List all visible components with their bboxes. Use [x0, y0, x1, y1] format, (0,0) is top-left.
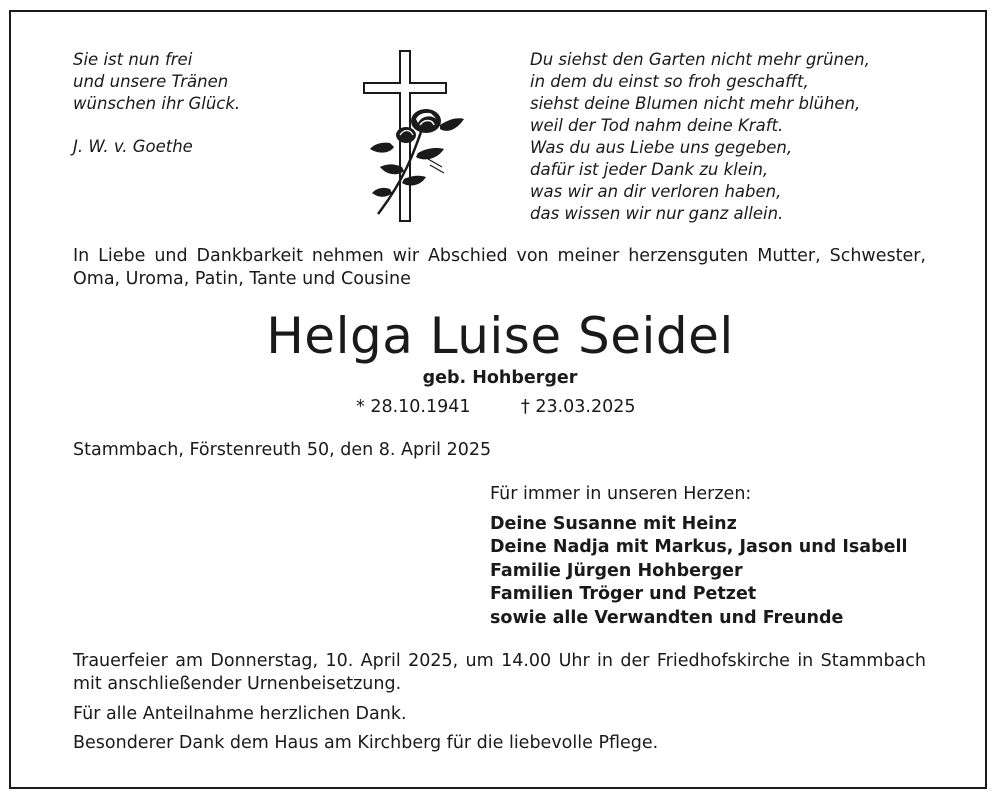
death-date: † 23.03.2025: [521, 397, 636, 417]
family-heading: Für immer in unseren Herzen:: [490, 484, 752, 504]
poem-author: J. W. v. Goethe: [73, 137, 193, 156]
family-member: Familie Jürgen Hohberger: [490, 560, 743, 581]
thanks-line: Für alle Anteilnahme herzlichen Dank.: [73, 704, 407, 724]
right-poem-line: Du siehst den Garten nicht mehr grünen,: [530, 50, 870, 69]
right-poem-line: weil der Tod nahm deine Kraft.: [530, 116, 784, 135]
left-poem: [73, 49, 240, 115]
deceased-name: Helga Luise Seidel: [266, 307, 734, 365]
family-member: Deine Susanne mit Heinz: [490, 513, 737, 534]
family-member: Deine Nadja mit Markus, Jason und Isabell: [490, 537, 908, 557]
right-poem-line: dafür ist jeder Dank zu klein,: [530, 160, 769, 179]
thanks-line: Besonderer Dank dem Haus am Kirchberg für die liebevolle Pflege.: [73, 733, 659, 753]
left-poem-line: Sie ist nun frei: [73, 50, 193, 69]
left-poem-line: und unsere Tränen: [73, 72, 229, 91]
maiden-name: geb. Hohberger: [422, 368, 578, 388]
family-member: sowie alle Verwandten und Freunde: [490, 607, 844, 628]
right-poem-line: siehst deine Blumen nicht mehr blühen,: [530, 94, 861, 113]
right-poem-line: Was du aus Liebe uns gegeben,: [530, 138, 793, 157]
birth-date: * 28.10.1941: [356, 397, 471, 417]
family-list: [490, 483, 907, 630]
place-and-date: Stammbach, Förstenreuth 50, den 8. April 2025: [73, 440, 492, 460]
family-member: Familien Tröger und Petzet: [490, 584, 757, 604]
right-poem-line: was wir an dir verloren haben,: [530, 182, 782, 201]
right-poem-line: in dem du einst so froh geschafft,: [530, 72, 809, 91]
cross-with-rose-icon: [360, 49, 470, 224]
right-poem-line: das wissen wir nur ganz allein.: [530, 204, 784, 223]
intro-text: In Liebe und Dankbarkeit nehmen wir Abschied von meiner herzensguten Mutter, Schwester, Oma, Uroma, Patin, Tante und Cousine: [73, 246, 926, 289]
service-info: Trauerfeier am Donnerstag, 10. April 2025, um 14.00 Uhr in der Friedhofskirche in Stammbach mit anschließender Urnenbeisetzung.: [73, 651, 926, 694]
left-poem-line: wünschen ihr Glück.: [73, 94, 241, 113]
right-poem: [530, 49, 870, 225]
